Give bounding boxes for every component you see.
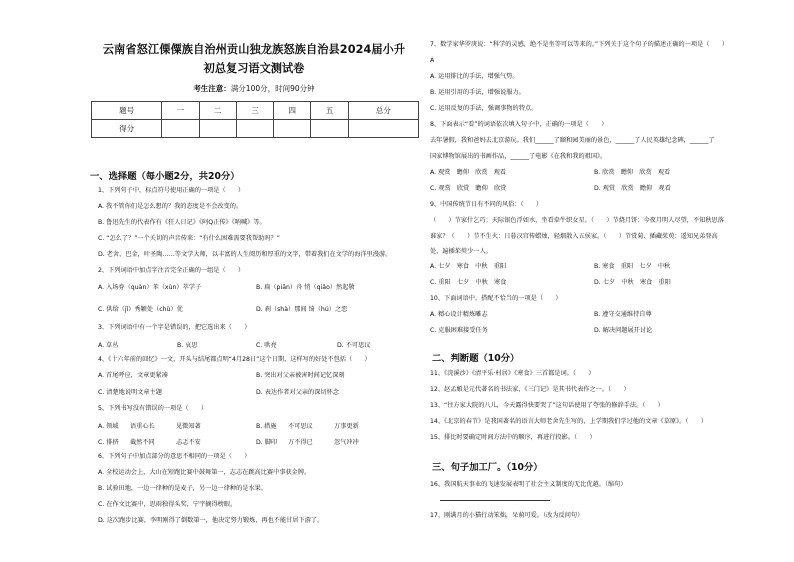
option: C. 排挤 截然不同 忐忑不安 — [98, 439, 201, 446]
question: 16、我国航天事业的飞速发展表明了社会主义制度的无比优越。（缩句） — [430, 481, 627, 488]
answer-line[interactable] — [440, 500, 550, 501]
option: D. 这次跑步比赛，李明刚得了倒数第一，他决定努力锻炼，再也不能甘居下游了。 — [98, 517, 324, 524]
option: A. 全校运动会上，大山在短跑比赛中鼓舞第一，志志在跳高比赛中事获金牌。 — [98, 469, 311, 476]
option: A. 草丛 — [98, 342, 119, 349]
question-text: 国家博物馆展出的书画作品，______了电影《在我和我的祖国》。 — [430, 153, 607, 160]
option: A. 七夕 寒食 中秋 重阳 — [430, 263, 507, 270]
option: A. 我不管你们是怎么想的？我的态度是不会改变的。 — [98, 203, 243, 210]
exam-title-line2: 初总复习语文测试卷 — [203, 62, 305, 75]
option: C. 观赏 欣赏 瞻仰 欣赏 — [430, 185, 507, 192]
exam-note: 考生注意：满分100分，时间90分钟 — [193, 84, 315, 93]
option: D. 老舍，巴金，叶圣陶……等文学大师，以丰富的人生阅历和厚重的文字，带着我们在文学的海洋里漫游。 — [98, 251, 392, 258]
option: D. 表达作者对父亲的深切怀念 — [256, 389, 339, 396]
question: 12、赵孟頫是元代著名的书法家，《三门记》是其书代表作之一。（ ） — [430, 386, 630, 393]
score-table — [91, 101, 419, 138]
option: C. 清楚地说明文章主题 — [98, 389, 162, 396]
score-cell[interactable] — [274, 120, 311, 138]
option: D. 刹（shà）那间 绮（hú）之恋 — [256, 306, 348, 313]
question: 4、《十六年前的回忆》一文，开头与结尾都点明“4月28日”这个日期，这样写的好处不包括（ ） — [98, 356, 371, 363]
option: B. 运用引用的手法，增强说服力。 — [430, 89, 525, 96]
question: 1、下列句子中，标点符号使用正确的一项是（ ） — [98, 187, 245, 194]
score-header: 三 — [236, 102, 273, 120]
option: B. 欣赏 瞻仰 欣赏 观看 — [594, 169, 671, 176]
question-text: 谁家？（ ）节不生火：日暮汉宫传蜡烛，轻烟散入五侯家。（ ）节赏菊、插藏茱萸：遥知兄弟登高 — [430, 233, 718, 240]
option: A. 首尾呼应，文章更紧凑 — [98, 372, 168, 379]
score-cell[interactable] — [348, 120, 418, 138]
question: 2、下列词语中加点字注音完全正确的一组是（ ） — [98, 267, 245, 274]
section-heading: 三、句子加工厂。（10分） — [432, 462, 543, 473]
option: B. 措施 不可思议 万事更新 — [256, 423, 359, 430]
score-cell[interactable] — [311, 120, 348, 138]
option: B. 鲁迅先生的代表作有《狂人日记》《阿Q正传》《呐喊》等。 — [98, 219, 266, 226]
option: D. 观赏 欣赏 瞻仰 观看 — [594, 185, 671, 192]
question-text: 去年暑假，我和爸妈去北京游玩。我们______了颐和园美丽的景色，______了人民英雄纪念碑，______了 — [430, 137, 715, 144]
question: 14、《北京的春节》是我国著名的语言大师老舍先生写的，上学期我们学过他的文章《草原》。（ ） — [430, 418, 708, 425]
option: D. 脚印 万不得已 忽气冲冲 — [256, 439, 359, 446]
option: B. 遵守交通维持自尊 — [594, 311, 652, 318]
option: B. 寒食 重阳 七夕 中秋 — [594, 263, 671, 270]
option: D. 不可思议 — [337, 342, 371, 349]
question: 7、数学家华罗庚说：“科学的灵感，绝不是坐等可以等来的。”下列关于这个句子的描述正确的一项是（ ） — [430, 41, 729, 48]
question: 6、下列句子中加点部分的意思不相同的一项是（ ） — [98, 453, 251, 460]
option: A. 观赏 瞻仰 欣赏 观看 — [430, 169, 507, 176]
option: C. 供给（jǐ）秀颖处（chù）优 — [98, 306, 183, 313]
option: C. 克服困难接受任务 — [430, 327, 488, 334]
question: 8、下面表示“看”的词语依次填入句子中，正确的一项是（ ） — [430, 121, 608, 128]
option: C. “怎么了？”一个关切的声音传来：“有什么困难需要我帮助吗？” — [98, 235, 280, 242]
option: A — [430, 57, 435, 64]
score-header: 二 — [199, 102, 236, 120]
option: B. 扁（piān）舟 悄（qiǎo）然起敬 — [256, 284, 355, 291]
question-text: 处，遍插茱萸少一人。 — [430, 248, 492, 255]
option: C. 在作文比赛中，思雨独得头奖，宁宇摘得榜眼。 — [98, 501, 237, 508]
question: 13、“往方家大院的八儿，今天露得快要哭了”这句话使用了夸张的修辞手法。（ ） — [430, 402, 664, 409]
score-header: 总分 — [348, 102, 418, 120]
exam-title-line1: 云南省怒江傈僳族自治州贡山独龙族怒族自治县2024届小升 — [102, 43, 406, 56]
option: C. 运用反复的手法，强调事物的特点。 — [430, 105, 538, 112]
option: C. 重阳 七夕 中秋 寒食 — [430, 279, 507, 286]
question: 17、刚满月的小猫行动笨拙，呆萌可爱。（改为反问句） — [430, 512, 584, 519]
option: C. 哄亮 — [256, 342, 277, 349]
option: A. 运用排比的手法，增强气势。 — [430, 73, 519, 80]
question: 9、中国传统节日有不同的风俗：（ ） — [430, 201, 543, 208]
question: 5、下列书写没有错误的一项是（ ） — [98, 405, 208, 412]
option: A. 领域 语重心长 见微知著 — [98, 423, 201, 430]
score-header: 题号 — [92, 102, 162, 120]
score-row-label: 得分 — [92, 120, 162, 138]
question-text: （ ）节家什乞巧：天际银色浮如水，坐看牵牛织女星。（ ）节烧月饼：今夜月明人尽望，不知秋思落 — [430, 217, 724, 224]
option: A. 入场券（quàn）苯（xùn）萃学子 — [98, 284, 202, 291]
option: B. 试验田地，一边一律种的是麦子，另一边一律种的是水果。 — [98, 485, 268, 492]
section-heading: 二、判断题（10分） — [432, 353, 520, 364]
question: 3、下列词语中有一个字是错误的，把它选出来（ ） — [98, 324, 251, 331]
option: D. 解决问题展开讨论 — [594, 327, 653, 334]
option: A. 精心设计精炼雕志 — [430, 311, 488, 318]
score-cell[interactable] — [236, 120, 273, 138]
score-cell[interactable] — [199, 120, 236, 138]
score-header: 一 — [162, 102, 199, 120]
score-cell[interactable] — [162, 120, 199, 138]
question: 11、《浣溪沙》《清平乐·村居》《寒食》三首都是词。（ ） — [430, 370, 595, 377]
option: B. 哀思 — [177, 342, 198, 349]
section-heading: 一、选择题（每小题2分，共20分） — [90, 171, 240, 182]
option: B. 突出对父亲被害时间记忆深刻 — [256, 372, 345, 379]
question: 15、排比时要确定时间方法中的顺序，再进行投影。（ ） — [430, 434, 596, 441]
score-header: 四 — [274, 102, 311, 120]
option: D. 七夕 中秋 寒食 重阳 — [594, 279, 671, 286]
score-header: 五 — [311, 102, 348, 120]
option-row — [98, 340, 418, 348]
question: 10、下面词语中，搭配不恰当的一项是（ ） — [430, 295, 562, 302]
